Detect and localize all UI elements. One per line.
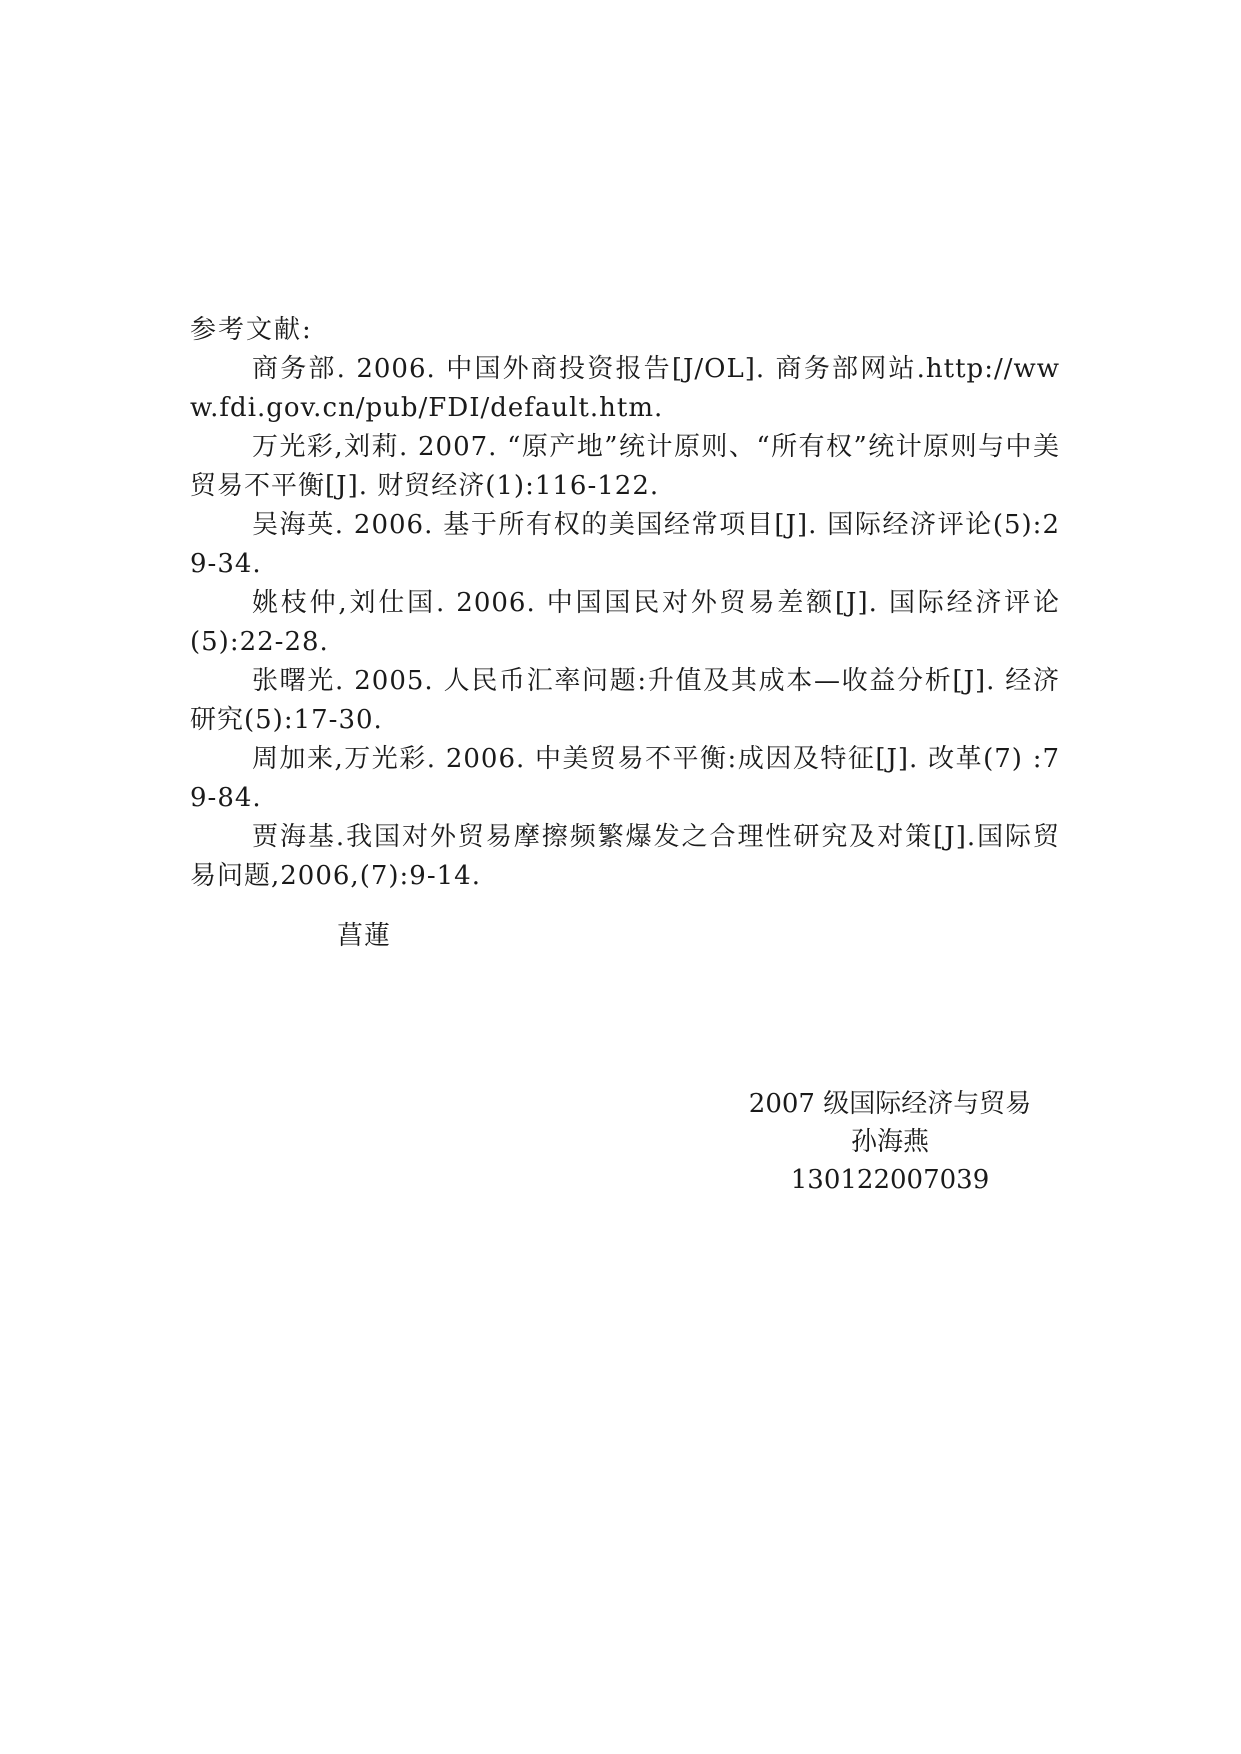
reference-item-1: 商务部. 2006. 中国外商投资报告[J/OL]. 商务部网站.http://www.fdi.gov.cn/pub/FDI/default.htm. xyxy=(190,354,1060,423)
author-class: 2007 级国际经济与贸易 xyxy=(748,1089,1032,1119)
reference-item-3: 吴海英. 2006. 基于所有权的美国经常项目[J]. 国际经济评论(5):29-34. xyxy=(190,510,1060,579)
reference-item-2: 万光彩,刘莉. 2007. “原产地”统计原则、“所有权”统计原则与中美贸易不平衡[J]. 财贸经济(1):116-122. xyxy=(190,432,1060,501)
trailing-text: 菖蓮 xyxy=(337,921,392,951)
reference-item-7: 贾海基.我国对外贸易摩擦频繁爆发之合理性研究及对策[J].国际贸易问题,2006,(7):9-14. xyxy=(190,822,1060,891)
references-section xyxy=(190,311,1060,896)
reference-item-4: 姚枝仲,刘仕国. 2006. 中国国民对外贸易差额[J]. 国际经济评论(5):22-28. xyxy=(190,588,1060,657)
reference-list xyxy=(190,350,1060,896)
author-student-id: 130122007039 xyxy=(790,1165,990,1195)
reference-item-6: 周加来,万光彩. 2006. 中美贸易不平衡:成因及特征[J]. 改革(7) :79-84. xyxy=(190,744,1060,813)
author-name: 孙海燕 xyxy=(850,1127,929,1157)
author-signature xyxy=(700,1085,1080,1199)
reference-item-5: 张曙光. 2005. 人民币汇率问题:升值及其成本—收益分析[J]. 经济研究(5):17-30. xyxy=(190,666,1060,735)
references-heading: 参考文献: xyxy=(190,315,313,345)
